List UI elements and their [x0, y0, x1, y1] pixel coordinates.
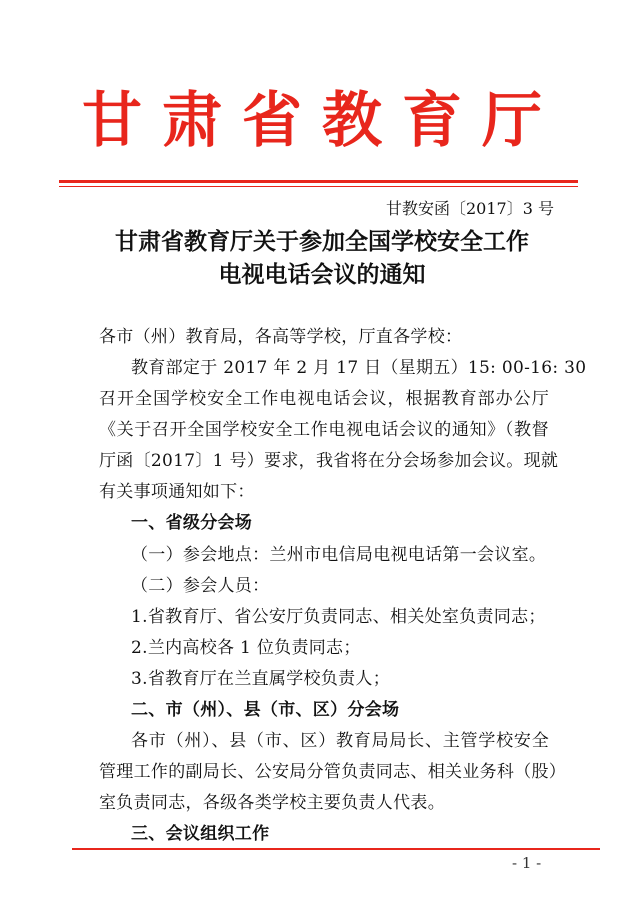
letterhead-red-rule-thin	[59, 186, 578, 187]
section-2-text-line: 各市（州）、县（市、区）教育局局长、主管学校安全	[131, 731, 549, 751]
footer-red-rule	[72, 848, 600, 850]
document-number: 甘教安函〔2017〕3 号	[386, 199, 554, 218]
letterhead-title: 甘肃省教育厅	[82, 86, 562, 156]
section-1-attendee-item: 3.省教育厅在兰直属学校负责人；	[131, 669, 391, 689]
intro-line: 《关于召开全国学校安全工作电视电话会议的通知》（教督	[99, 420, 549, 440]
section-2-heading: 二、市（州）、县（市、区）分会场	[131, 700, 400, 720]
section-1-attendees-label: （二）参会人员：	[131, 576, 270, 596]
intro-line: 召开全国学校安全工作电视电话会议，根据教育部办公厅	[99, 389, 549, 409]
section-2-text-line: 室负责同志，各级各类学校主要负责人代表。	[99, 793, 445, 813]
section-1-location: （一）参会地点：兰州市电信局电视电话第一会议室。	[131, 545, 547, 565]
document-title-line-2: 电视电话会议的通知	[218, 262, 426, 288]
intro-line: 教育部定于 2017 年 2 月 17 日（星期五）15: 00-16: 30	[131, 358, 587, 378]
page-number: - 1 -	[512, 854, 542, 872]
intro-line: 厅函〔2017〕1 号）要求，我省将在分会场参加会议。现就	[99, 451, 559, 471]
salutation: 各市（州）教育局，各高等学校，厅直各学校：	[99, 327, 463, 347]
letterhead-red-rule-thick	[59, 180, 578, 183]
section-1-attendee-item: 2.兰内高校各 1 位负责同志；	[131, 638, 361, 658]
document-title-line-1: 甘肃省教育厅关于参加全国学校安全工作	[115, 229, 529, 255]
section-1-attendee-item: 1.省教育厅、省公安厅负责同志、相关处室负责同志；	[131, 607, 546, 627]
section-1-heading: 一、省级分会场	[131, 513, 253, 533]
section-3-heading: 三、会议组织工作	[131, 824, 270, 844]
section-2-text-line: 管理工作的副局长、公安局分管负责同志、相关业务科（股）	[99, 762, 567, 782]
intro-line: 有关事项通知如下：	[99, 482, 255, 502]
